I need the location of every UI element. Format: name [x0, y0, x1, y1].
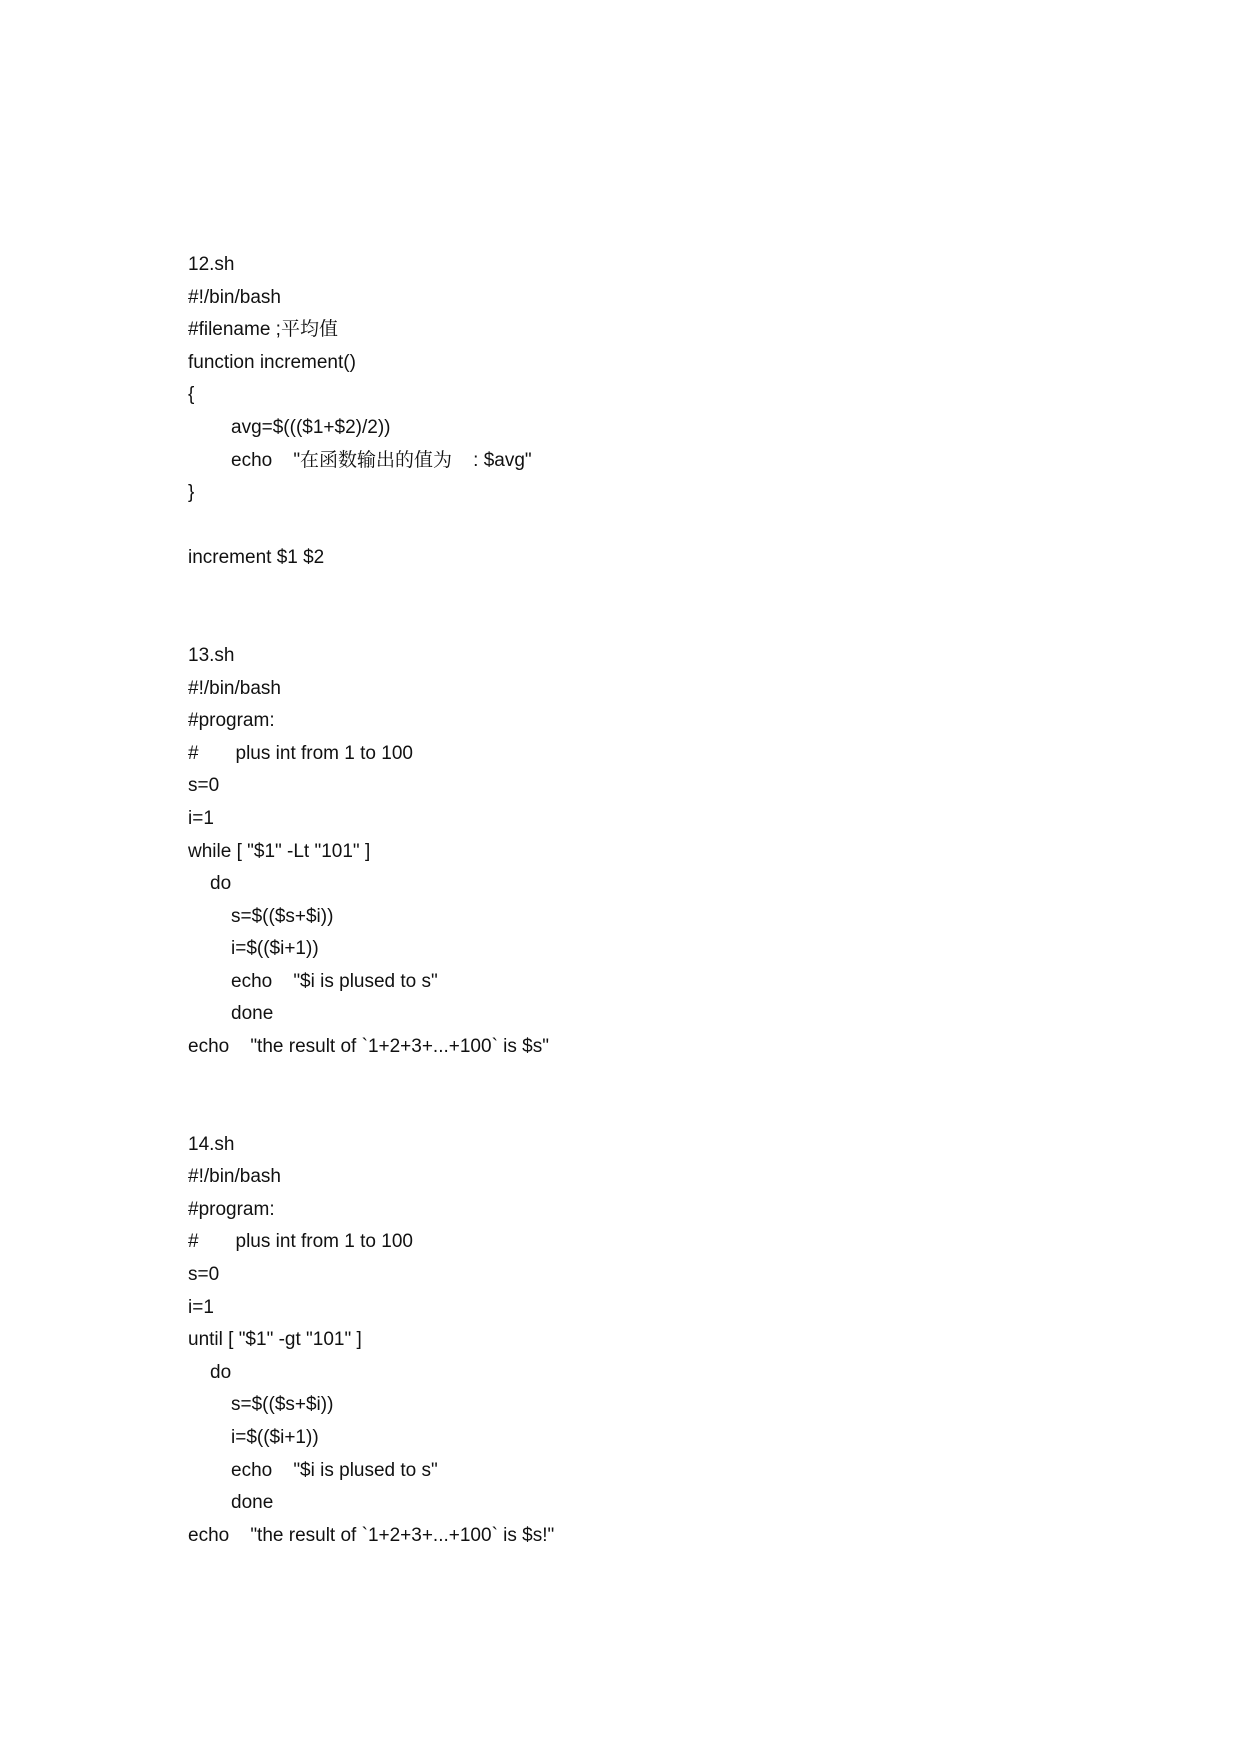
blank-line: [188, 510, 1088, 543]
code-line: # plus int from 1 to 100: [188, 1231, 413, 1253]
script-section-14: [188, 1129, 1088, 1553]
code-line: increment $1 $2: [188, 547, 325, 569]
code-line: s=$(($s+$i)): [231, 905, 334, 927]
code-line: function increment(): [188, 351, 356, 373]
code-line: avg=$((($1+$2)/2)): [231, 416, 391, 438]
document-content: [188, 249, 1088, 1552]
code-line: until [ "$1" -gt "101" ]: [188, 1329, 362, 1351]
code-line: echo "$i is plused to s": [231, 970, 438, 992]
code-line: i=$(($i+1)): [231, 1427, 319, 1448]
code-line: #!/bin/bash: [188, 677, 281, 699]
code-line: echo "the result of `1+2+3+...+100` is $s": [188, 1036, 549, 1058]
script-section-12: [188, 249, 1088, 575]
code-line: #program:: [188, 710, 275, 732]
script-section-13: [188, 640, 1088, 1064]
code-line: i=$(($i+1)): [231, 938, 319, 960]
code-line: echo "在函数输出的值为 : $avg": [231, 449, 532, 471]
code-line: #!/bin/bash: [188, 1166, 281, 1188]
script-filename: 12.sh: [188, 254, 235, 275]
code-line: #program:: [188, 1198, 275, 1220]
code-line: # plus int from 1 to 100: [188, 742, 413, 764]
code-line: echo "the result of `1+2+3+...+100` is $s!": [188, 1524, 555, 1546]
code-line: #!/bin/bash: [188, 286, 281, 308]
code-line: s=0: [188, 775, 220, 797]
code-line: done: [231, 1492, 274, 1514]
code-line: do: [210, 1361, 232, 1383]
code-line: }: [188, 482, 195, 504]
script-filename: 13.sh: [188, 644, 235, 666]
code-line: done: [231, 1003, 274, 1025]
script-filename: 14.sh: [188, 1133, 235, 1155]
code-line: i=1: [188, 807, 214, 829]
code-line: #filename ;平均值: [188, 319, 338, 341]
code-line: s=0: [188, 1264, 220, 1286]
code-line: while [ "$1" -Lt "101" ]: [188, 840, 371, 862]
code-line: do: [210, 873, 232, 895]
code-line: i=1: [188, 1296, 214, 1318]
code-line: s=$(($s+$i)): [231, 1394, 334, 1416]
code-line: {: [188, 384, 195, 406]
code-line: echo "$i is plused to s": [231, 1459, 438, 1481]
